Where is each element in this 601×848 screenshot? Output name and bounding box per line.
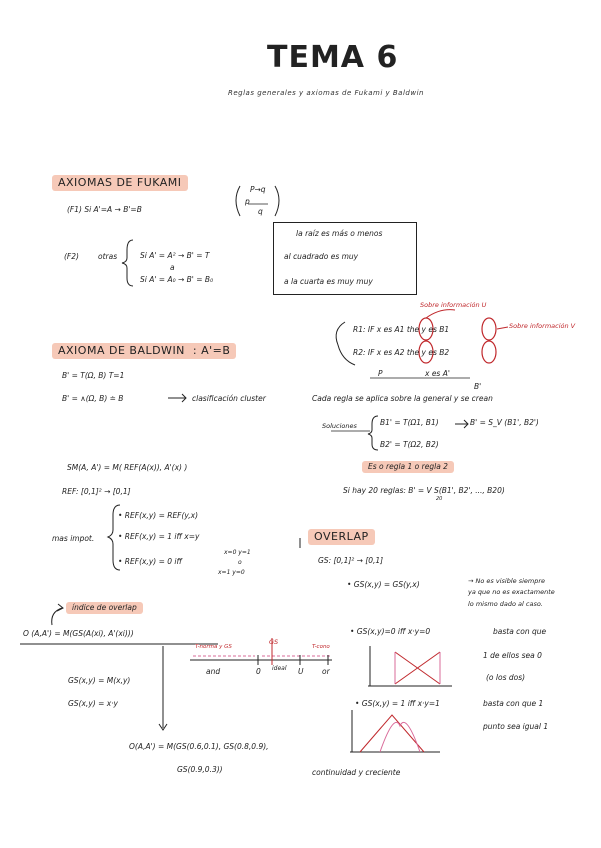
gs-prop2: • GS(x,y)=0 iff x·y=0	[350, 627, 431, 636]
gs-example1: GS(x,y) = M(x,y)	[68, 676, 131, 685]
page-subtitle: Reglas generales y axiomas de Fukami y Baldwin	[228, 89, 424, 97]
gs-note2c: (o los dos)	[486, 673, 526, 682]
si-hay-sub: 20	[436, 496, 443, 502]
scale-red-right-label: T-cono	[312, 644, 330, 650]
gs-def: GS: [0,1]² → [0,1]	[318, 556, 384, 565]
fukami-f1: (F1) Si A'=A → B'=B	[67, 205, 142, 214]
indice-formula: O (A,A') = M(GS(A(xi), A'(xi)))	[23, 629, 134, 638]
scale-red-mid-label: GS	[269, 638, 279, 646]
sol-brace	[368, 416, 378, 450]
gs2-tri-a	[360, 715, 424, 752]
rule-xes: x es A'	[425, 369, 450, 378]
gs-note2a: basta con que	[493, 627, 547, 636]
pointer-v	[497, 327, 508, 329]
paren-top: P→q	[250, 185, 266, 194]
fukami-f2-a: a	[170, 263, 175, 272]
rule-p: P	[378, 369, 383, 378]
scale-and: and	[206, 667, 221, 676]
gs-example2: GS(x,y) = x·y	[68, 699, 118, 708]
page-title: TEMA 6	[267, 40, 399, 75]
gs-note1a: → No es visible siempre	[468, 577, 546, 585]
gs-note1c: lo mismo dado al caso.	[468, 600, 543, 608]
cada-regla: Cada regla se aplica sobre la general y se crean	[312, 394, 493, 403]
scale-cero: 0	[256, 667, 261, 676]
gs-note3b: punto sea igual 1	[483, 722, 549, 731]
overlap-footer: continuidad y creciente	[312, 768, 401, 777]
sobre-u: Sobre información U	[420, 301, 487, 309]
box-line2: al cuadrado es muy	[284, 252, 359, 261]
fukami-f2-line1: Si A' = A² → B' = T	[140, 251, 210, 260]
gs-note2b: 1 de ellos sea 0	[483, 651, 542, 660]
indice-header: índice de overlap	[66, 603, 143, 612]
cluster-arrow	[168, 394, 186, 402]
paren-left	[236, 186, 240, 216]
sm-line1: SM(A, A') = M( REF(A(x)), A'(x) )	[67, 463, 188, 472]
fukami-header: AXIOMAS DE FUKAMI	[52, 176, 188, 189]
sol-result: B' = S_V (B1', B2')	[470, 418, 539, 427]
circle-b1	[482, 318, 496, 340]
fukami-f2-otras: otras	[98, 252, 118, 261]
sol-1: B1' = T(Ω1, B1)	[380, 418, 439, 427]
paren-bot: q	[258, 207, 263, 216]
sobre-v: Sobre información V	[509, 322, 576, 330]
baldwin-line1: B' = T(Ω, B) T=1	[62, 371, 125, 380]
rule-r1: R1: IF x es A1 the y es B1	[353, 325, 450, 334]
prop-3: • REF(x,y) = 0 iff	[118, 557, 182, 566]
paren-mid: p	[245, 197, 250, 206]
prop-2: • REF(x,y) = 1 iff x=y	[118, 532, 200, 541]
rule-r2: R2: IF x es A2 the y es B2	[353, 348, 450, 357]
sm-line2: REF: [0,1]² → [0,1]	[62, 487, 131, 496]
paren-right	[275, 186, 279, 216]
mas-impot: mas impot.	[52, 534, 95, 543]
si-hay: Si hay 20 reglas: B' = V S(B1', B2', ..., B20)	[343, 486, 505, 495]
fukami-f2-label: (F2)	[64, 252, 79, 261]
box-line1: la raíz es más o menos	[296, 229, 383, 238]
gs-prop1: • GS(x,y) = GS(y,x)	[347, 580, 420, 589]
prop-3b: o	[238, 559, 242, 566]
prop-1: • REF(x,y) = REF(y,x)	[118, 511, 199, 520]
result-line2: GS(0.9,0.3))	[177, 765, 223, 774]
gs-prop3: • GS(x,y) = 1 iff x·y=1	[355, 699, 440, 708]
baldwin-header: AXIOMA DE BALDWIN : A'=B	[52, 344, 236, 357]
result-line1: O(A,A') = M(GS(0.6,0.1), GS(0.8,0.9),	[129, 742, 269, 751]
f2-brace	[122, 240, 133, 286]
box-line3: a la cuarta es muy muy	[284, 277, 373, 286]
scale-u: U	[298, 667, 304, 676]
prop-3a: x=0 y=1	[224, 549, 251, 556]
overlap-header: OVERLAP	[308, 530, 375, 543]
gs-note1b: ya que no es exactamente	[468, 588, 555, 596]
baldwin-line2: B' = ∧(Ω, B) ≐ B	[62, 394, 124, 403]
sol-arrow	[455, 420, 468, 428]
fukami-f2-line2: Si A' = A₀ → B' = B₀	[140, 275, 214, 284]
scale-or: or	[322, 667, 330, 676]
rule-b: B'	[474, 382, 482, 391]
circle-b2	[482, 341, 496, 363]
prop-3c: x=1 y=0	[218, 569, 245, 576]
soluciones-label: Soluciones	[322, 422, 357, 430]
gs2-tri-b	[380, 722, 420, 752]
baldwin-cluster: clasificación cluster	[192, 394, 266, 403]
banner: Es o regla 1 o regla 2	[362, 462, 454, 471]
scale-red-left-label: T-norma y GS	[195, 644, 232, 650]
gs-note3a: basta con que 1	[483, 699, 544, 708]
sol-2: B2' = T(Ω2, B2)	[380, 440, 439, 449]
scale-ideal: ideal	[272, 665, 287, 672]
pointer-u	[426, 310, 455, 318]
